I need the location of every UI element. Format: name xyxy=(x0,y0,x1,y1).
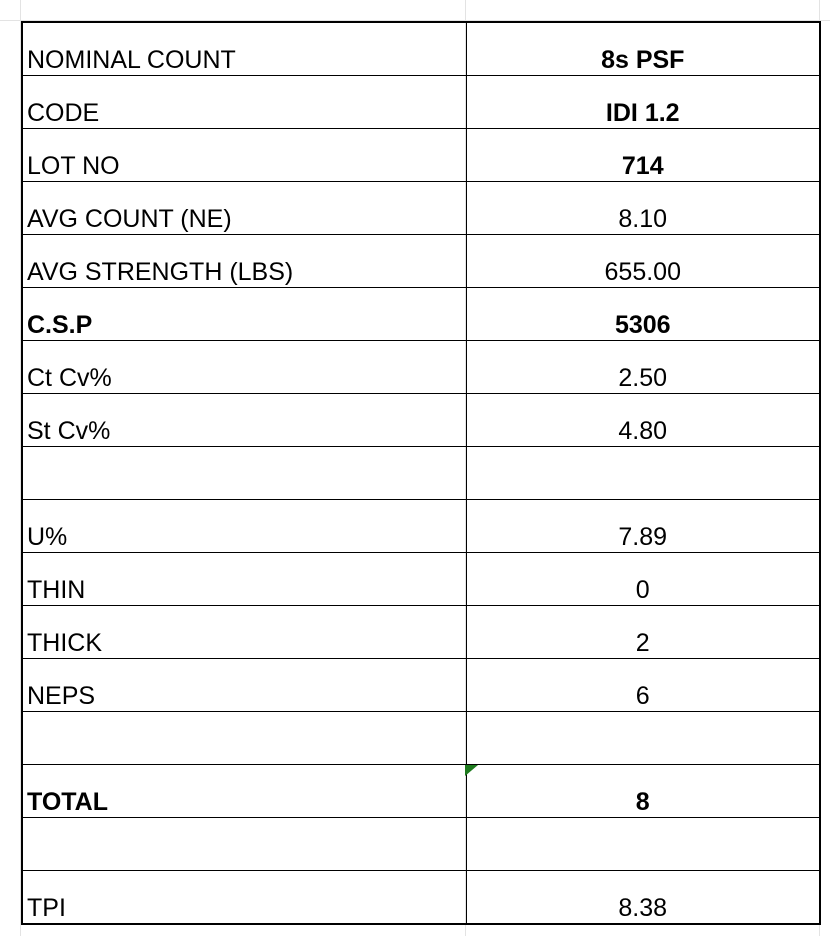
row-value-cell[interactable]: 8s PSF xyxy=(466,22,820,76)
table-row xyxy=(22,500,820,553)
data-table xyxy=(21,21,821,925)
table-row xyxy=(22,76,820,129)
row-label-cell[interactable]: THICK xyxy=(22,606,466,659)
row-value-cell[interactable]: 714 xyxy=(466,129,820,182)
row-value-cell[interactable] xyxy=(466,818,820,871)
row-value-cell[interactable]: 8.38 xyxy=(466,871,820,925)
row-label-cell[interactable]: St Cv% xyxy=(22,394,466,447)
table-row xyxy=(22,447,820,500)
row-label-cell[interactable]: AVG COUNT (NE) xyxy=(22,182,466,235)
table-row xyxy=(22,288,820,341)
row-label-cell[interactable] xyxy=(22,818,466,871)
row-label-cell[interactable]: TPI xyxy=(22,871,466,925)
row-label-cell[interactable]: NEPS xyxy=(22,659,466,712)
row-label-cell[interactable]: LOT NO xyxy=(22,129,466,182)
table-row xyxy=(22,765,820,818)
row-value-cell[interactable]: 655.00 xyxy=(466,235,820,288)
row-label-cell[interactable]: Ct Cv% xyxy=(22,341,466,394)
row-value-cell[interactable] xyxy=(466,712,820,765)
row-value-cell[interactable]: 4.80 xyxy=(466,394,820,447)
row-value-cell[interactable]: 6 xyxy=(466,659,820,712)
row-label-cell[interactable]: TOTAL xyxy=(22,765,466,818)
table-row xyxy=(22,606,820,659)
row-label-cell[interactable]: NOMINAL COUNT xyxy=(22,22,466,76)
row-value-cell[interactable]: 8.10 xyxy=(466,182,820,235)
row-value-cell[interactable]: 0 xyxy=(466,553,820,606)
row-value-cell[interactable]: 8 xyxy=(466,765,820,818)
row-label-cell[interactable]: CODE xyxy=(22,76,466,129)
table-row xyxy=(22,129,820,182)
table-row xyxy=(22,553,820,606)
table-row xyxy=(22,712,820,765)
row-value-cell[interactable]: IDI 1.2 xyxy=(466,76,820,129)
table-row xyxy=(22,659,820,712)
row-label-cell[interactable]: AVG STRENGTH (LBS) xyxy=(22,235,466,288)
row-label-cell[interactable]: THIN xyxy=(22,553,466,606)
table-row xyxy=(22,871,820,925)
row-label-cell[interactable]: U% xyxy=(22,500,466,553)
table-row xyxy=(22,394,820,447)
table-row xyxy=(22,341,820,394)
comment-indicator xyxy=(465,765,478,776)
row-value-cell[interactable]: 2 xyxy=(466,606,820,659)
row-value-cell[interactable]: 5306 xyxy=(466,288,820,341)
table-row xyxy=(22,818,820,871)
row-label-cell[interactable] xyxy=(22,447,466,500)
row-label-cell[interactable] xyxy=(22,712,466,765)
row-value-cell[interactable]: 7.89 xyxy=(466,500,820,553)
row-value-cell[interactable]: 2.50 xyxy=(466,341,820,394)
row-label-cell[interactable]: C.S.P xyxy=(22,288,466,341)
table-row xyxy=(22,235,820,288)
table-row xyxy=(22,22,820,76)
row-value-cell[interactable] xyxy=(466,447,820,500)
table-row xyxy=(22,182,820,235)
